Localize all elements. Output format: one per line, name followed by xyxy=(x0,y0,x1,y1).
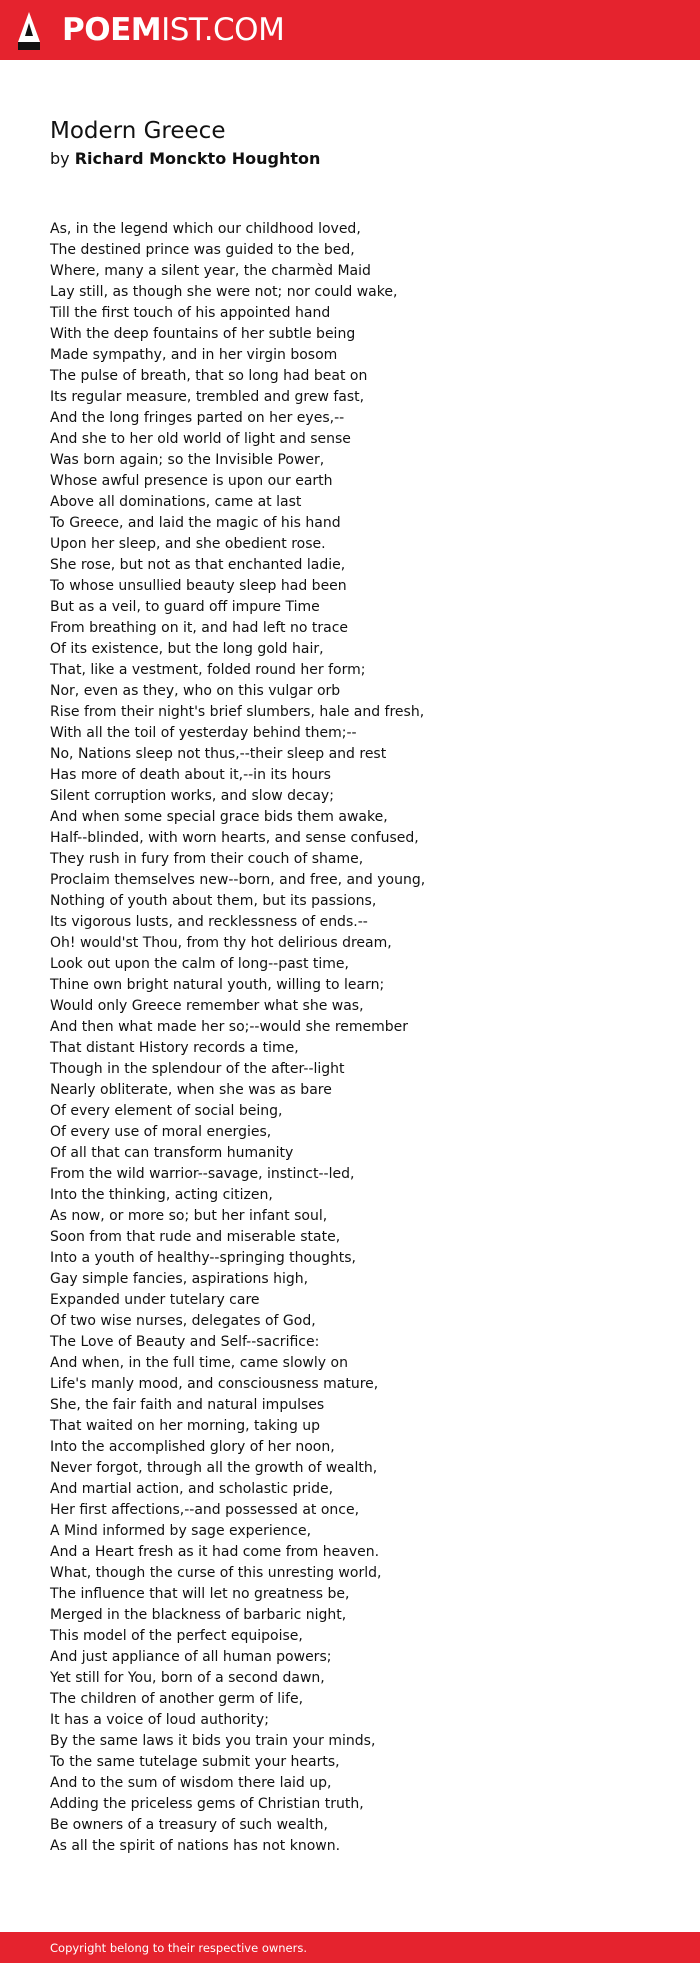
poem-line: Merged in the blackness of barbaric night, xyxy=(50,1607,347,1623)
poem-line: And a Heart fresh as it had come from heaven. xyxy=(50,1544,380,1560)
poem-line: Proclaim themselves new--born, and free, and young, xyxy=(50,872,426,888)
poem-line: Of its existence, but the long gold hair, xyxy=(50,641,324,657)
poem-line: Of all that can transform humanity xyxy=(50,1145,294,1161)
poem-line: Yet still for You, born of a second dawn, xyxy=(50,1670,325,1686)
poem-line: The destined prince was guided to the bed, xyxy=(50,242,355,258)
poem-line: She rose, but not as that enchanted ladie, xyxy=(50,557,346,573)
poem-line: Though in the splendour of the after--light xyxy=(50,1061,345,1077)
poem-line: Upon her sleep, and she obedient rose. xyxy=(50,536,326,552)
logo-light-text: IST.COM xyxy=(161,12,285,48)
poem-author: Richard Monckto Houghton xyxy=(74,149,321,168)
poem-line: From the wild warrior--savage, instinct--led, xyxy=(50,1166,355,1182)
poem-line: Nothing of youth about them, but its passions, xyxy=(50,893,377,909)
site-footer xyxy=(0,1932,700,1963)
poem-line: Was born again; so the Invisible Power, xyxy=(50,452,325,468)
poem-line: To whose unsullied beauty sleep had been xyxy=(50,578,347,594)
poem-line: Would only Greece remember what she was, xyxy=(50,998,364,1014)
poem-line: With the deep fountains of her subtle being xyxy=(50,326,356,342)
poem-line: As all the spirit of nations has not known. xyxy=(50,1838,341,1854)
poem-line: To the same tutelage submit your hearts, xyxy=(50,1754,340,1770)
poem-byline xyxy=(50,148,320,170)
poem-line: Into the accomplished glory of her noon, xyxy=(50,1439,335,1455)
poem-line: Look out upon the calm of long--past time, xyxy=(50,956,349,972)
poem-line: That, like a vestment, folded round her form; xyxy=(50,662,366,678)
poem-line: The Love of Beauty and Self--sacrifice: xyxy=(50,1334,320,1350)
poem-line: Whose awful presence is upon our earth xyxy=(50,473,333,489)
poem-title: Modern Greece xyxy=(50,118,226,144)
site-header xyxy=(0,0,700,60)
poem-line: And just appliance of all human powers; xyxy=(50,1649,332,1665)
logo-bold-text: POEM xyxy=(62,12,162,48)
poem-line: And martial action, and scholastic pride, xyxy=(50,1481,334,1497)
poem-line: Into the thinking, acting citizen, xyxy=(50,1187,273,1203)
poem-line: And to the sum of wisdom there laid up, xyxy=(50,1775,332,1791)
poem-line: A Mind informed by sage experience, xyxy=(50,1523,312,1539)
poem-line: Of every element of social being, xyxy=(50,1103,283,1119)
poem-line: Expanded under tutelary care xyxy=(50,1292,260,1308)
poem-line: She, the fair faith and natural impulses xyxy=(50,1397,325,1413)
poem-line: Its vigorous lusts, and recklessness of ends.-- xyxy=(50,914,368,930)
poem-line: Never forgot, through all the growth of wealth, xyxy=(50,1460,378,1476)
poem-line: Nor, even as they, who on this vulgar orb xyxy=(50,683,341,699)
poem-line: Gay simple fancies, aspirations high, xyxy=(50,1271,309,1287)
poem-line: Half--blinded, with worn hearts, and sense confused, xyxy=(50,830,419,846)
site-logo[interactable] xyxy=(62,11,284,49)
poem-line: Life's manly mood, and consciousness mature, xyxy=(50,1376,379,1392)
poem-line: And the long fringes parted on her eyes,-- xyxy=(50,410,345,426)
poem-line: Above all dominations, came at last xyxy=(50,494,302,510)
poem-line: No, Nations sleep not thus,--their sleep and rest xyxy=(50,746,387,762)
poem-line: Has more of death about it,--in its hours xyxy=(50,767,331,783)
poem-line: Into a youth of healthy--springing thoughts, xyxy=(50,1250,356,1266)
poem-line: The children of another germ of life, xyxy=(50,1691,304,1707)
poem-line: Soon from that rude and miserable state, xyxy=(50,1229,341,1245)
poem-line: And when some special grace bids them awake, xyxy=(50,809,388,825)
copyright-text: Copyright belong to their respective owners. xyxy=(50,1941,308,1955)
poem-line: But as a veil, to guard off impure Time xyxy=(50,599,320,615)
poem-line: Silent corruption works, and slow decay; xyxy=(50,788,334,804)
poem-line: Rise from their night's brief slumbers, hale and fresh, xyxy=(50,704,425,720)
poem-line: As, in the legend which our childhood loved, xyxy=(50,221,361,237)
poem-line: It has a voice of loud authority; xyxy=(50,1712,269,1728)
poem-line: Of every use of moral energies, xyxy=(50,1124,272,1140)
poem-line: That waited on her morning, taking up xyxy=(50,1418,321,1434)
by-label: by xyxy=(50,149,70,168)
poem-line: What, though the curse of this unresting world, xyxy=(50,1565,382,1581)
poem-line: By the same laws it bids you train your minds, xyxy=(50,1733,376,1749)
poem-line: From breathing on it, and had left no trace xyxy=(50,620,349,636)
poem-line: Made sympathy, and in her virgin bosom xyxy=(50,347,338,363)
poem-line: Be owners of a treasury of such wealth, xyxy=(50,1817,328,1833)
pen-nib-icon[interactable] xyxy=(17,11,41,51)
poem-line: That distant History records a time, xyxy=(50,1040,299,1056)
poem-line: The influence that will let no greatness be, xyxy=(50,1586,350,1602)
poem-line: With all the toil of yesterday behind them;-- xyxy=(50,725,357,741)
poem-line: Adding the priceless gems of Christian truth, xyxy=(50,1796,364,1812)
poem-line: Lay still, as though she were not; nor could wake, xyxy=(50,284,398,300)
poem-line: Oh! would'st Thou, from thy hot delirious dream, xyxy=(50,935,392,951)
poem-line: Nearly obliterate, when she was as bare xyxy=(50,1082,332,1098)
poem-line: This model of the perfect equipoise, xyxy=(50,1628,303,1644)
poem-line: They rush in fury from their couch of shame, xyxy=(50,851,364,867)
poem-line: To Greece, and laid the magic of his hand xyxy=(50,515,341,531)
poem-line: And when, in the full time, came slowly on xyxy=(50,1355,348,1371)
poem-line: And she to her old world of light and sense xyxy=(50,431,351,447)
poem-line: Of two wise nurses, delegates of God, xyxy=(50,1313,316,1329)
poem-line: Till the first touch of his appointed hand xyxy=(50,305,331,321)
poem-body xyxy=(50,219,425,1857)
poem-line: Her first affections,--and possessed at once, xyxy=(50,1502,360,1518)
poem-line: Where, many a silent year, the charmèd Maid xyxy=(50,263,371,279)
poem-line: Its regular measure, trembled and grew fast, xyxy=(50,389,365,405)
poem-line: As now, or more so; but her infant soul, xyxy=(50,1208,328,1224)
poem-line: The pulse of breath, that so long had beat on xyxy=(50,368,368,384)
poem-line: And then what made her so;--would she remember xyxy=(50,1019,409,1035)
poem-line: Thine own bright natural youth, willing to learn; xyxy=(50,977,385,993)
